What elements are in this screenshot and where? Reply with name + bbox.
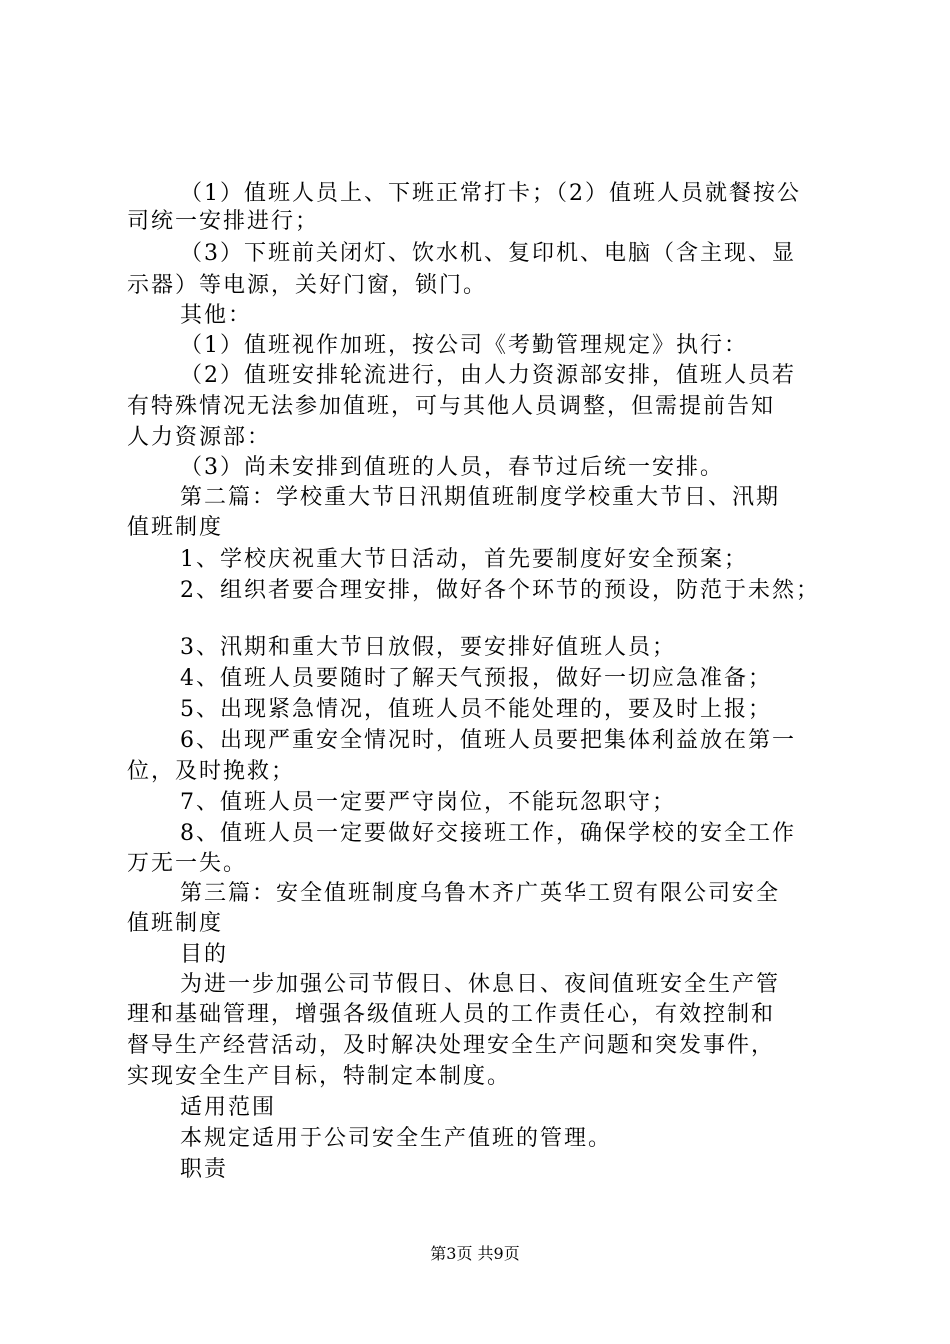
text-line: 6、出现严重安全情况时，值班人员要把集体利益放在第一: [180, 728, 796, 753]
subheading: 适用范围: [180, 1095, 277, 1120]
text-line: 位，及时挽救；: [127, 759, 296, 784]
text-line: 5、出现紧急情况，值班人员不能处理的，要及时上报；: [180, 697, 772, 722]
text-line: 本规定适用于公司安全生产值班的管理。: [180, 1126, 613, 1151]
text-line: 人力资源部：: [127, 425, 272, 450]
text-line: 督导生产经营活动，及时解决处理安全生产问题和突发事件，: [127, 1033, 776, 1058]
text-line: 2、组织者要合理安排，做好各个环节的预设，防范于未然；: [180, 578, 820, 603]
text-line: （3）下班前关闭灯、饮水机、复印机、电脑（含主现、显: [180, 241, 796, 266]
text-line: （1）值班视作加班，按公司《考勤管理规定》执行：: [180, 333, 748, 358]
text-line: 有特殊情况无法参加值班，可与其他人员调整，但需提前告知: [127, 394, 776, 419]
text-line: 万无一失。: [127, 851, 248, 876]
text-line: 1、学校庆祝重大节日活动，首先要制度好安全预案；: [180, 547, 748, 572]
text-line: （2）值班安排轮流进行，由人力资源部安排，值班人员若: [180, 363, 796, 388]
page-number: 第3页 共9页: [430, 1244, 520, 1263]
text-line: 3、汛期和重大节日放假，要安排好值班人员；: [180, 635, 676, 660]
text-line: 司统一安排进行；: [127, 209, 320, 234]
text-line: 为进一步加强公司节假日、休息日、夜间值班安全生产管: [180, 972, 781, 997]
subheading: 职责: [180, 1157, 229, 1182]
section-heading: 值班制度: [127, 911, 224, 936]
text-line: （1）值班人员上、下班正常打卡；（2）值班人员就餐按公: [180, 181, 801, 206]
text-line: 理和基础管理，增强各级值班人员的工作责任心，有效控制和: [127, 1002, 776, 1027]
text-line: 4、值班人员要随时了解天气预报，做好一切应急准备；: [180, 666, 772, 691]
section-heading: 第二篇：学校重大节日汛期值班制度学校重大节日、汛期: [180, 485, 781, 510]
text-line: 8、值班人员一定要做好交接班工作，确保学校的安全工作: [180, 821, 796, 846]
text-line: 其他：: [180, 303, 253, 328]
section-heading: 值班制度: [127, 515, 224, 540]
text-line: 实现安全生产目标，特制定本制度。: [127, 1064, 512, 1089]
text-line: （3）尚未安排到值班的人员，春节过后统一安排。: [180, 455, 724, 480]
subheading: 目的: [180, 942, 229, 967]
text-line: 7、值班人员一定要严守岗位，不能玩忽职守；: [180, 790, 676, 815]
section-heading: 第三篇：安全值班制度乌鲁木齐广英华工贸有限公司安全: [180, 881, 781, 906]
text-line: 示器）等电源，关好门窗，锁门。: [127, 273, 488, 298]
